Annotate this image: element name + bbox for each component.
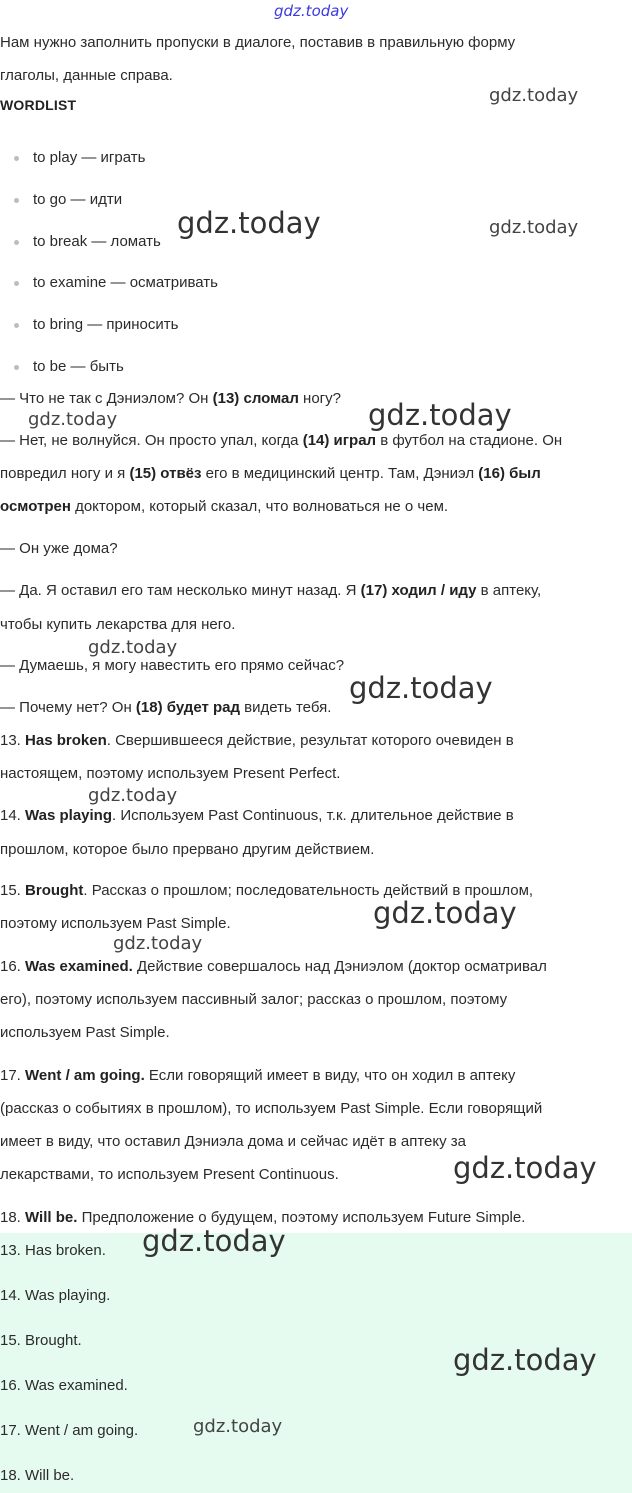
explanation-line	[0, 1066, 515, 1086]
answer-word: будет рад	[162, 699, 241, 716]
text: . Свершившееся действие, результат которого очевиден в	[106, 732, 514, 749]
list-item: 16. Was examined.	[0, 1377, 128, 1394]
answer-word: Was playing	[25, 807, 112, 824]
watermark: gdz.today	[113, 933, 203, 954]
dialogue-line	[0, 581, 541, 601]
watermark: gdz.today	[453, 1151, 597, 1185]
dialogue-line: — Он уже дома?	[0, 540, 118, 557]
text: — Почему нет? Он	[0, 699, 136, 716]
bullet-icon	[14, 156, 19, 161]
text: в футбол на стадионе. Он	[376, 432, 563, 449]
watermark: gdz.today	[373, 896, 517, 930]
text: 17.	[0, 1067, 26, 1084]
text: доктором, который сказал, что волноваться не о чем.	[70, 498, 449, 515]
explanation-line: его), поэтому используем пассивный залог; рассказ о прошлом, поэтому	[0, 991, 508, 1008]
answer-word: Was examined.	[25, 958, 133, 975]
wordlist-heading: WORDLIST	[0, 97, 77, 113]
dialogue-line: чтобы купить лекарства для него.	[0, 616, 236, 633]
watermark-top: gdz.today	[274, 2, 349, 20]
wordlist-item-text: to examine — осматривать	[33, 274, 218, 291]
answer-word: сломал	[239, 390, 299, 407]
bullet-icon	[14, 281, 19, 286]
intro-line-1: Нам нужно заполнить пропуски в диалоге, поставив в правильную форму	[0, 34, 516, 51]
answer-word: Has broken	[25, 732, 107, 749]
text: Действие совершалось над Дэниэлом (доктор осматривал	[132, 958, 547, 975]
watermark: gdz.today	[177, 206, 321, 240]
watermark: gdz.today	[453, 1343, 597, 1377]
bullet-icon	[14, 365, 19, 370]
text: . Рассказ о прошлом; последовательность действий в прошлом,	[83, 882, 534, 899]
text: его в медицинский центр. Там, Дэниэл	[201, 465, 479, 482]
dialogue-line	[0, 464, 541, 484]
explanation-line: имеет в виду, что оставил Дэниэла дома и сейчас идёт в аптеку за	[0, 1133, 467, 1150]
intro-line-2: глаголы, данные справа.	[0, 67, 173, 84]
watermark: gdz.today	[88, 637, 178, 658]
dialogue-line	[0, 431, 562, 451]
watermark: gdz.today	[193, 1416, 283, 1437]
list-item: 17. Went / am going.	[0, 1422, 139, 1439]
answer-word: осмотрен	[0, 498, 71, 515]
answer-word: отвёз	[156, 465, 202, 482]
list-item: 18. Will be.	[0, 1467, 75, 1484]
text: — Нет, не волнуйся. Он просто упал, когда	[0, 432, 303, 449]
explanation-line: лекарствами, то используем Present Continuous.	[0, 1166, 339, 1183]
watermark: gdz.today	[349, 671, 493, 705]
dialogue-line	[0, 389, 341, 409]
watermark: gdz.today	[88, 785, 178, 806]
explanation-line: (рассказ о событиях в прошлом), то используем Past Simple. Если говорящий	[0, 1100, 543, 1117]
gap-number: (17)	[360, 582, 388, 599]
wordlist-item-text: to bring — приносить	[33, 316, 179, 333]
text: ногу?	[298, 390, 341, 407]
explanation-line: используем Past Simple.	[0, 1024, 170, 1041]
explanation-line	[0, 731, 514, 751]
bullet-icon	[14, 240, 19, 245]
text: . Используем Past Continuous, т.к. длительное действие в	[112, 807, 514, 824]
answer-word: Will be.	[25, 1209, 78, 1226]
list-item: 15. Brought.	[0, 1332, 82, 1349]
text: Предположение о будущем, поэтому используем Future Simple.	[77, 1209, 526, 1226]
wordlist-item-text: to play — играть	[33, 149, 146, 166]
explanation-line: поэтому используем Past Simple.	[0, 915, 231, 932]
answer-word: Brought	[25, 882, 84, 899]
answer-word: ходил / иду	[387, 582, 477, 599]
gap-number: (13)	[212, 390, 240, 407]
text: повредил ногу и я	[0, 465, 130, 482]
text: 18.	[0, 1209, 26, 1226]
text: 16.	[0, 958, 26, 975]
watermark: gdz.today	[489, 217, 579, 238]
text: — Да. Я оставил его там несколько минут назад. Я	[0, 582, 361, 599]
gap-number: (15)	[129, 465, 157, 482]
text: 13.	[0, 732, 26, 749]
answer-word: был	[504, 465, 541, 482]
watermark: gdz.today	[489, 85, 579, 106]
watermark: gdz.today	[28, 409, 118, 430]
text: видеть тебя.	[240, 699, 332, 716]
explanation-line	[0, 806, 514, 826]
gap-number: (16)	[478, 465, 505, 482]
gap-number: (18)	[135, 699, 163, 716]
answer-word: играл	[329, 432, 377, 449]
text: 15.	[0, 882, 26, 899]
text: Если говорящий имеет в виду, что он ходил в аптеку	[144, 1067, 516, 1084]
wordlist-item-text: to be — быть	[33, 358, 124, 375]
dialogue-line	[0, 497, 448, 517]
watermark: gdz.today	[142, 1224, 286, 1258]
wordlist-item-text: to go — идти	[33, 191, 123, 208]
dialogue-line	[0, 698, 331, 718]
explanation-line	[0, 957, 547, 977]
bullet-icon	[14, 323, 19, 328]
explanation-line: прошлом, которое было прервано другим действием.	[0, 841, 375, 858]
answer-word: Went / am going.	[25, 1067, 145, 1084]
bullet-icon	[14, 198, 19, 203]
dialogue-line: — Думаешь, я могу навестить его прямо сейчас?	[0, 657, 345, 674]
text: — Что не так с Дэниэлом? Он	[0, 390, 213, 407]
watermark: gdz.today	[368, 398, 512, 432]
explanation-line: настоящем, поэтому используем Present Perfect.	[0, 765, 341, 782]
wordlist-item-text: to break — ломать	[33, 233, 161, 250]
text: 14.	[0, 807, 26, 824]
list-item: 14. Was playing.	[0, 1287, 111, 1304]
list-item: 13. Has broken.	[0, 1242, 106, 1259]
gap-number: (14)	[302, 432, 330, 449]
text: в аптеку,	[476, 582, 542, 599]
